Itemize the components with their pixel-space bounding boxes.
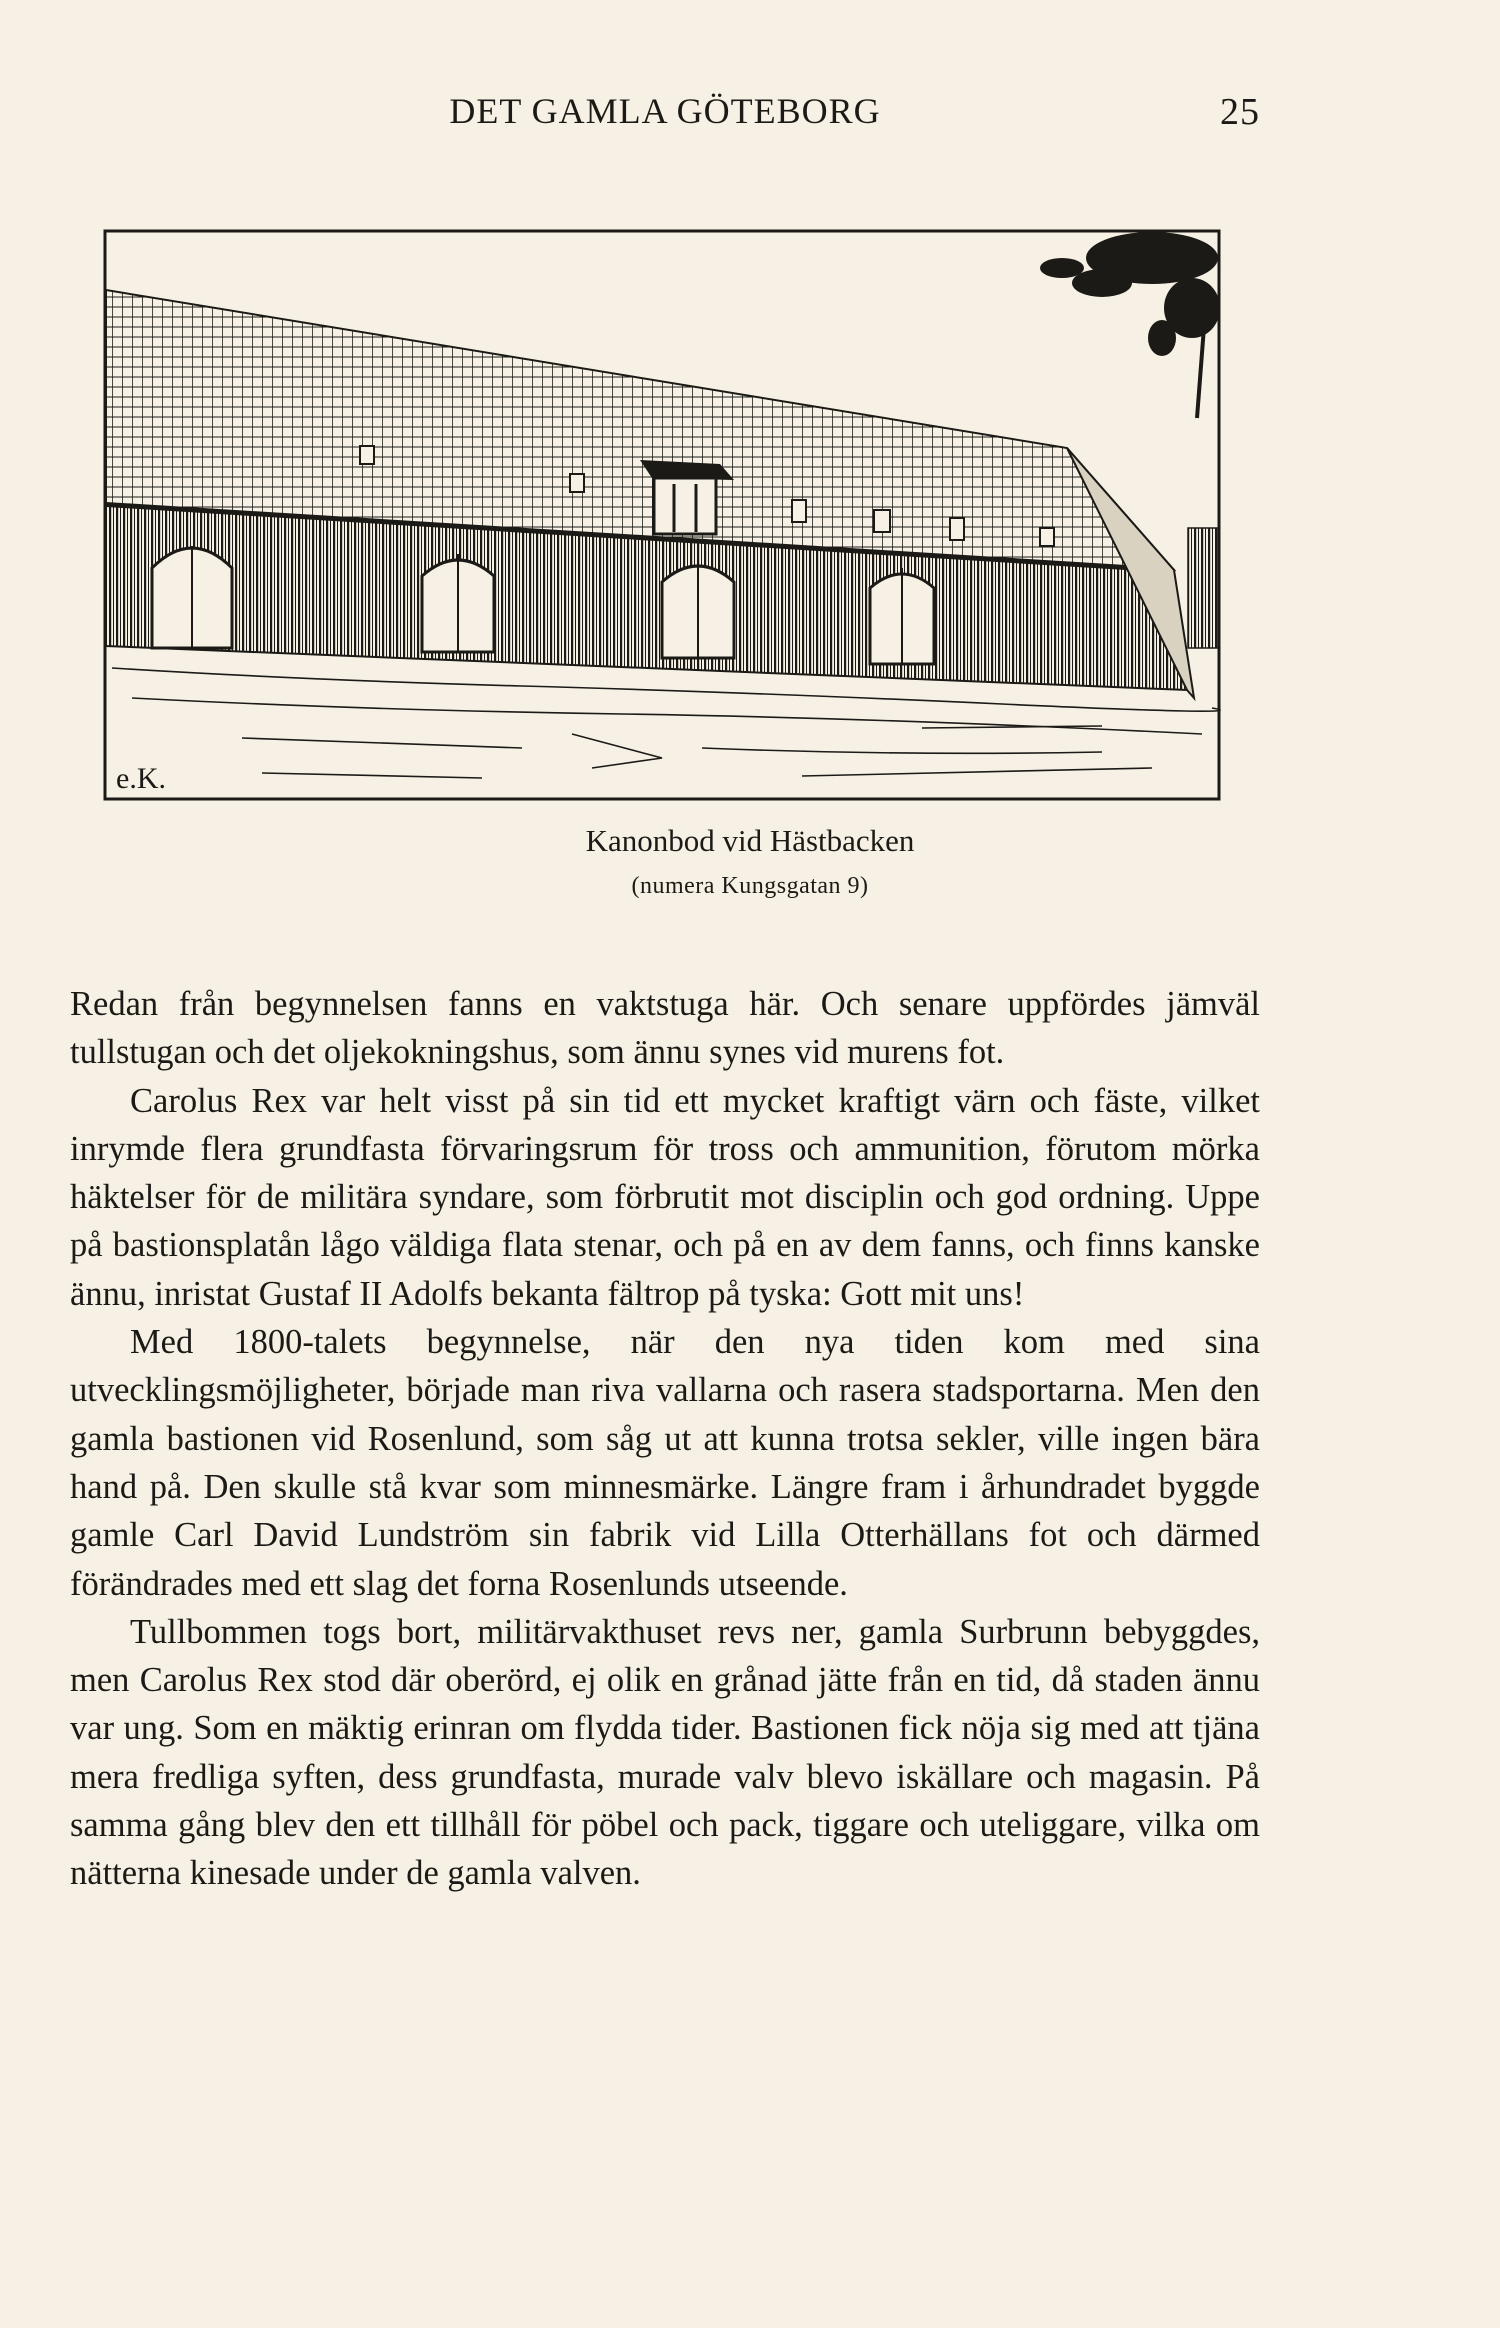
- paragraph: Carolus Rex var helt visst på sin tid ett mycket kraftigt värn och fäste, vilket inrymde flera grundfasta förvaringsrum för tross och ammunition, förutom mörka häktelser för de militära syndare, som förbrutit mot disciplin och god ordning. Uppe på bastionsplatån lågo väldiga flata stenar, och på en av dem fanns, och finns kanske ännu, inristat Gustaf II Adolfs bekanta fältrop på tyska: Gott mit uns!: [70, 1081, 1260, 1313]
- body-text: [70, 980, 1260, 1898]
- figure-caption: Kanonbod vid Hästbacken: [585, 823, 915, 858]
- figure-caption-sub: (numera Kungsgatan 9): [631, 873, 869, 899]
- page-number: 25: [1220, 91, 1260, 133]
- illustration-kanonbod: [102, 228, 1222, 802]
- page-header: [70, 82, 1260, 142]
- paragraph: Redan från begynnelsen fanns en vaktstuga här. Och senare uppfördes jämväl tullstugan och det oljekokningshus, som ännu synes vid murens fot.: [70, 985, 1260, 1072]
- running-head: DET GAMLA GÖTEBORG: [449, 91, 881, 131]
- paragraph: Tullbommen togs bort, militärvakthuset revs ner, gamla Surbrunn bebyggdes, men Carolus Rex stod där oberörd, ej olik en grånad jätte från en tid, då staden ännu var ung. Som en mäktig erinran om flydda tider. Bastionen fick nöja sig med att tjäna mera fredliga syften, dess grundfasta, murade valv blevo iskällare och magasin. På samma gång blev den ett tillhåll för pöbel och pack, tiggare och uteliggare, vilka om nätterna kinesade under de gamla valven.: [70, 1612, 1260, 1893]
- barn-drawing: [102, 228, 1222, 802]
- paragraph: Med 1800-talets begynnelse, när den nya tiden kom med sina utvecklingsmöjligheter, började man riva vallarna och rasera stadsportarna. Men den gamla bastionen vid Rosenlund, som såg ut att kunna trotsa sekler, ville ingen bära hand på. Den skulle stå kvar som minnesmärke. Längre fram i århundradet byggde gamle Carl David Lundström sin fabrik vid Lilla Otterhällans fot och därmed förändrades med ett slag det forna Rosenlunds utseende.: [70, 1323, 1260, 1603]
- artist-initials: e.K.: [116, 762, 166, 795]
